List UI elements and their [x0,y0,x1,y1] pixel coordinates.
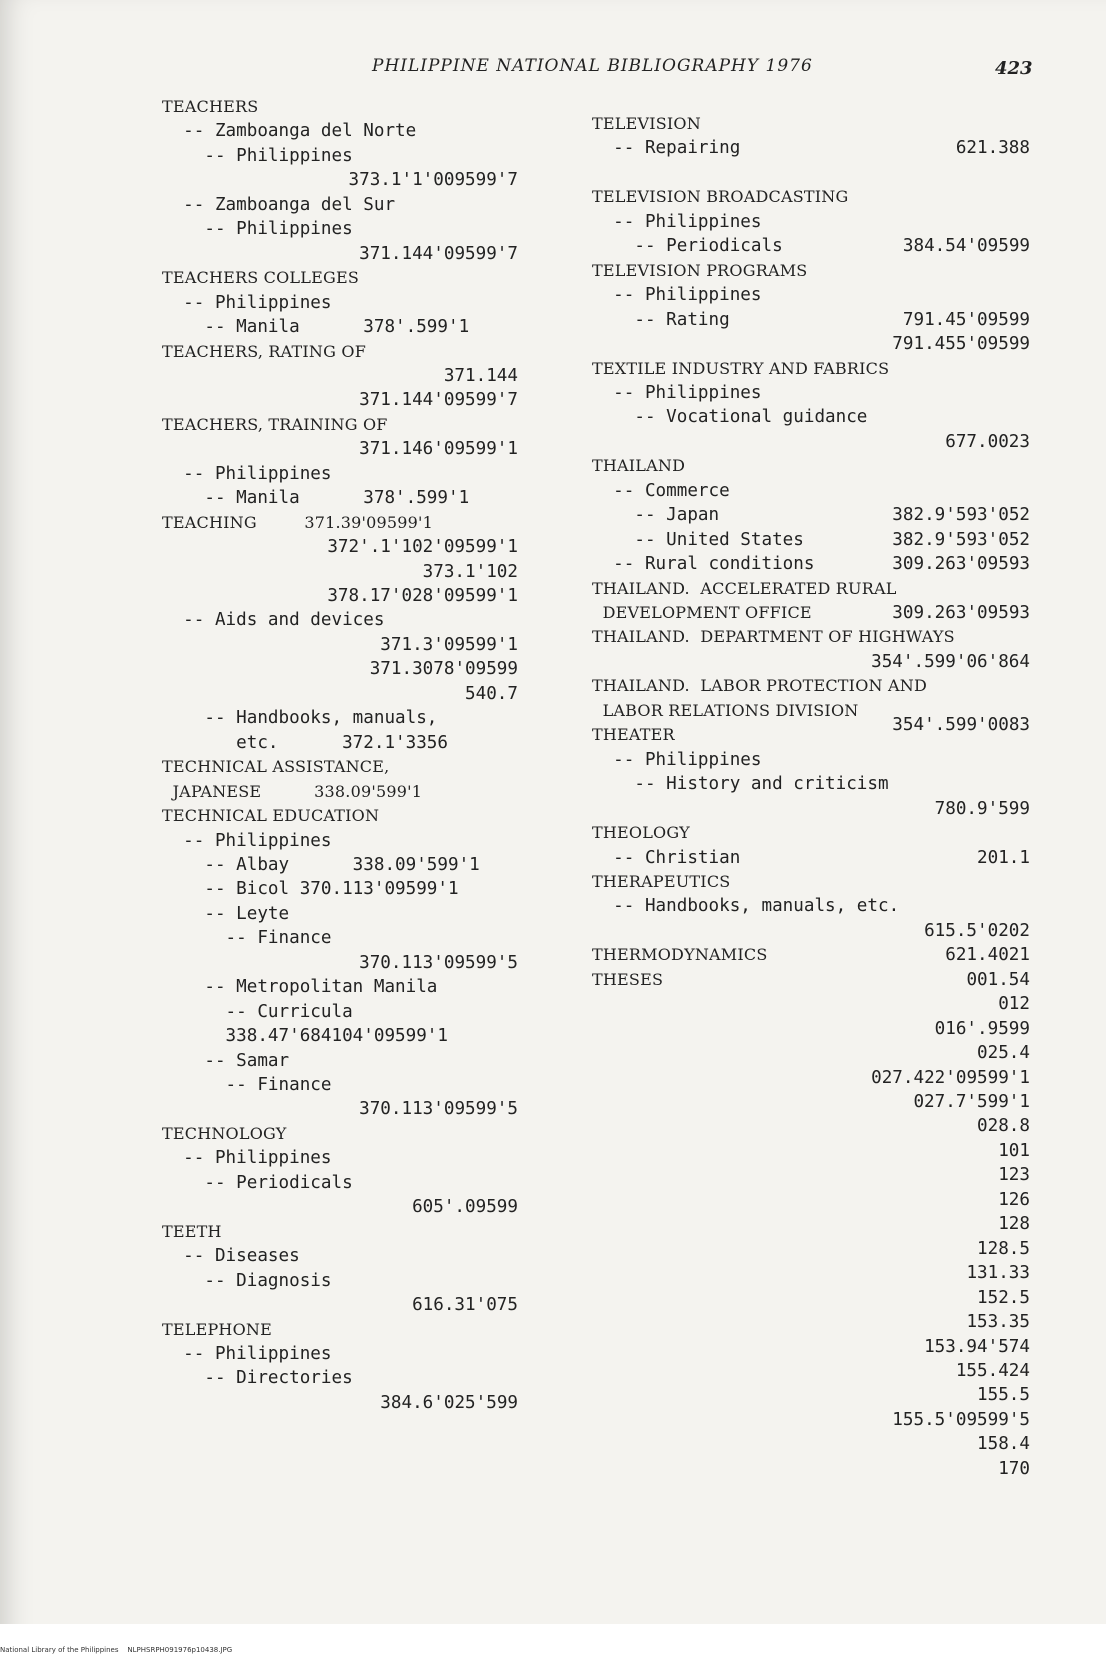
class-number: 540.7 [465,683,518,704]
subject-heading: THAILAND. ACCELERATED RURAL [592,578,897,598]
subject-heading: TEACHERS [162,97,259,116]
subject-heading: TEACHERS COLLEGES [162,268,359,288]
scan-footer-caption: National Library of the Philippines NLPHSRPH091976p10438.JPG [0,1646,233,1654]
subject-heading: TECHNICAL ASSISTANCE, [162,757,390,777]
class-number: 101 [998,1140,1030,1161]
class-number: 370.113'09599'5 [359,952,518,973]
class-number: 371.144'09599'7 [359,390,518,411]
class-number: 780.9'599 [934,798,1030,819]
subject-heading: THEOLOGY [592,823,690,843]
subject-heading: TELEVISION BROADCASTING [592,187,849,207]
class-number: 371.3'09599'1 [380,634,518,655]
subdivision: -- Finance [162,928,332,949]
subdivision: -- Finance [162,1075,332,1095]
class-number: 155.5'09599'5 [892,1409,1030,1430]
subdivision: -- Philippines [592,749,762,770]
class-number: 354'.599'0083 [892,715,1030,736]
subject-heading: THAILAND. DEPARTMENT OF HIGHWAYS [592,627,955,647]
subject-heading: THESES [592,969,664,989]
subdivision: -- Philippines [162,292,332,313]
class-number: 384.54'09599 [902,236,1030,257]
class-number: 123 [998,1165,1030,1186]
subject-heading: DEVELOPMENT OFFICE [592,603,812,622]
class-number: 128 [998,1214,1030,1235]
class-number: 155.424 [955,1360,1030,1381]
class-number: 372'.1'102'09599'1 [327,537,518,558]
class-number: 373.1'102 [422,561,518,582]
subdivision: -- Philippines [592,285,762,306]
class-number: 027.7'599'1 [913,1092,1030,1112]
subdivision: etc. 372.1'3356 [162,732,448,753]
subject-heading: TECHNOLOGY [162,1123,287,1143]
class-number: 791.45'09599 [902,309,1030,330]
subdivision: -- United States [592,529,804,550]
class-number: 001.54 [966,969,1030,990]
class-number: 371.144'09599'7 [359,243,518,264]
subdivision: -- Philippines [162,1148,332,1169]
subdivision: -- Philippines [162,463,332,484]
subdivision: -- Christian [592,847,741,868]
running-header-title: PHILIPPINE NATIONAL BIBLIOGRAPHY 1976 [372,56,813,76]
class-number: 158.4 [977,1434,1030,1455]
class-number: 371.3078'09599 [369,659,518,680]
subdivision: -- Directories [162,1368,353,1389]
class-number: 384.6'025'599 [380,1392,518,1413]
class-number: 309.263'09593 [892,603,1030,623]
subdivision: -- Philippines [162,219,353,240]
class-number: 153.94'574 [924,1336,1030,1357]
class-number: 126 [998,1189,1030,1210]
subdivision: -- Periodicals [162,1172,353,1193]
class-number: 371.146'09599'1 [359,439,518,460]
subject-heading: TEACHERS, RATING OF [162,341,366,361]
subdivision: -- Japan [592,505,720,526]
class-number: 616.31'075 [412,1295,518,1316]
subdivision: -- Handbooks, manuals, [162,708,438,729]
class-number: 152.5 [977,1287,1030,1308]
subdivision: -- Periodicals [592,236,783,257]
subdivision: -- Rating [592,309,730,330]
class-number: 025.4 [977,1043,1030,1064]
class-number: 615.5'0202 [924,920,1030,941]
subdivision: -- Vocational guidance [592,407,868,428]
subject-heading: TELEVISION [592,114,701,133]
subdivision: -- Philippines [592,211,762,232]
subject-heading: TEACHING 371.39'09599'1 [162,512,434,532]
subdivision: -- Curricula [162,1001,353,1022]
subdivision: -- Leyte [162,903,290,924]
subdivision: -- History and criticism [592,774,889,795]
class-number: 153.35 [966,1312,1030,1333]
class-number: 382.9'593'052 [892,505,1030,526]
subject-heading: THEATER [592,725,675,745]
subject-heading: TELEPHONE [162,1319,272,1339]
class-number: 373.1'1'009599'7 [348,170,518,191]
subject-heading: TELEVISION PROGRAMS [592,260,808,280]
subdivision: -- Diseases [162,1246,300,1267]
subdivision: -- Philippines [162,830,332,851]
class-number: 155.5 [977,1385,1030,1406]
subject-heading: THERAPEUTICS [592,871,731,891]
subject-heading: THAILAND. LABOR PROTECTION AND [592,676,927,696]
subject-heading: TEACHERS, TRAINING OF [162,414,388,434]
class-number: 128.5 [977,1238,1030,1259]
subdivision: -- Zamboanga del Sur [162,194,396,215]
subdivision: -- Metropolitan Manila [162,977,438,998]
subdivision: -- Manila 378'.599'1 [162,317,470,338]
subdivision: -- Albay 338.09'599'1 [162,854,480,875]
subdivision: -- Commerce [592,480,730,501]
class-number: 028.8 [977,1116,1030,1137]
class-number: 012 [998,994,1030,1015]
class-number: 370.113'09599'5 [359,1099,518,1120]
class-number: 605'.09599 [412,1197,518,1218]
subject-heading: THERMODYNAMICS [592,945,768,965]
subdivision: -- Handbooks, manuals, etc. [592,896,900,917]
subdivision: -- Aids and devices [162,610,385,631]
class-number: 677.0023 [945,431,1030,452]
page-number: 423 [995,58,1033,79]
subject-heading: JAPANESE 338.09'599'1 [162,781,423,801]
class-number: 131.33 [966,1263,1030,1284]
subject-heading: TEXTILE INDUSTRY AND FABRICS [592,358,890,378]
class-number: 016'.9599 [934,1018,1030,1039]
class-number: 378.17'028'09599'1 [327,586,518,606]
subdivision: -- Repairing [592,138,741,159]
class-number: 354'.599'06'864 [871,651,1030,672]
class-number: 371.144 [443,365,518,386]
subject-heading: THAILAND [592,456,686,476]
subdivision: -- Philippines [592,382,762,403]
class-number: 027.422'09599'1 [871,1067,1030,1088]
subdivision: -- Philippines [162,145,353,166]
subject-heading: TEETH [162,1221,222,1241]
class-number: 309.263'09593 [892,554,1030,575]
subdivision: -- Bicol 370.113'09599'1 [162,879,459,900]
subdivision: 338.47'684104'09599'1 [162,1026,448,1047]
subdivision: -- Diagnosis [162,1270,332,1291]
subdivision: -- Samar [162,1050,290,1071]
class-number: 201.1 [977,847,1030,868]
subdivision: -- Rural conditions [592,554,815,575]
subdivision: -- Manila 378'.599'1 [162,488,470,509]
class-number: 170 [998,1458,1030,1479]
class-number: 791.455'09599 [892,334,1030,355]
class-number: 382.9'593'052 [892,529,1030,550]
class-number: 621.4021 [945,945,1030,966]
subdivision: -- Philippines [162,1343,332,1364]
subject-heading: LABOR RELATIONS DIVISION [592,700,859,720]
subdivision: -- Zamboanga del Norte [162,121,417,142]
class-number: 621.388 [955,138,1030,159]
subject-heading: TECHNICAL EDUCATION [162,806,380,826]
